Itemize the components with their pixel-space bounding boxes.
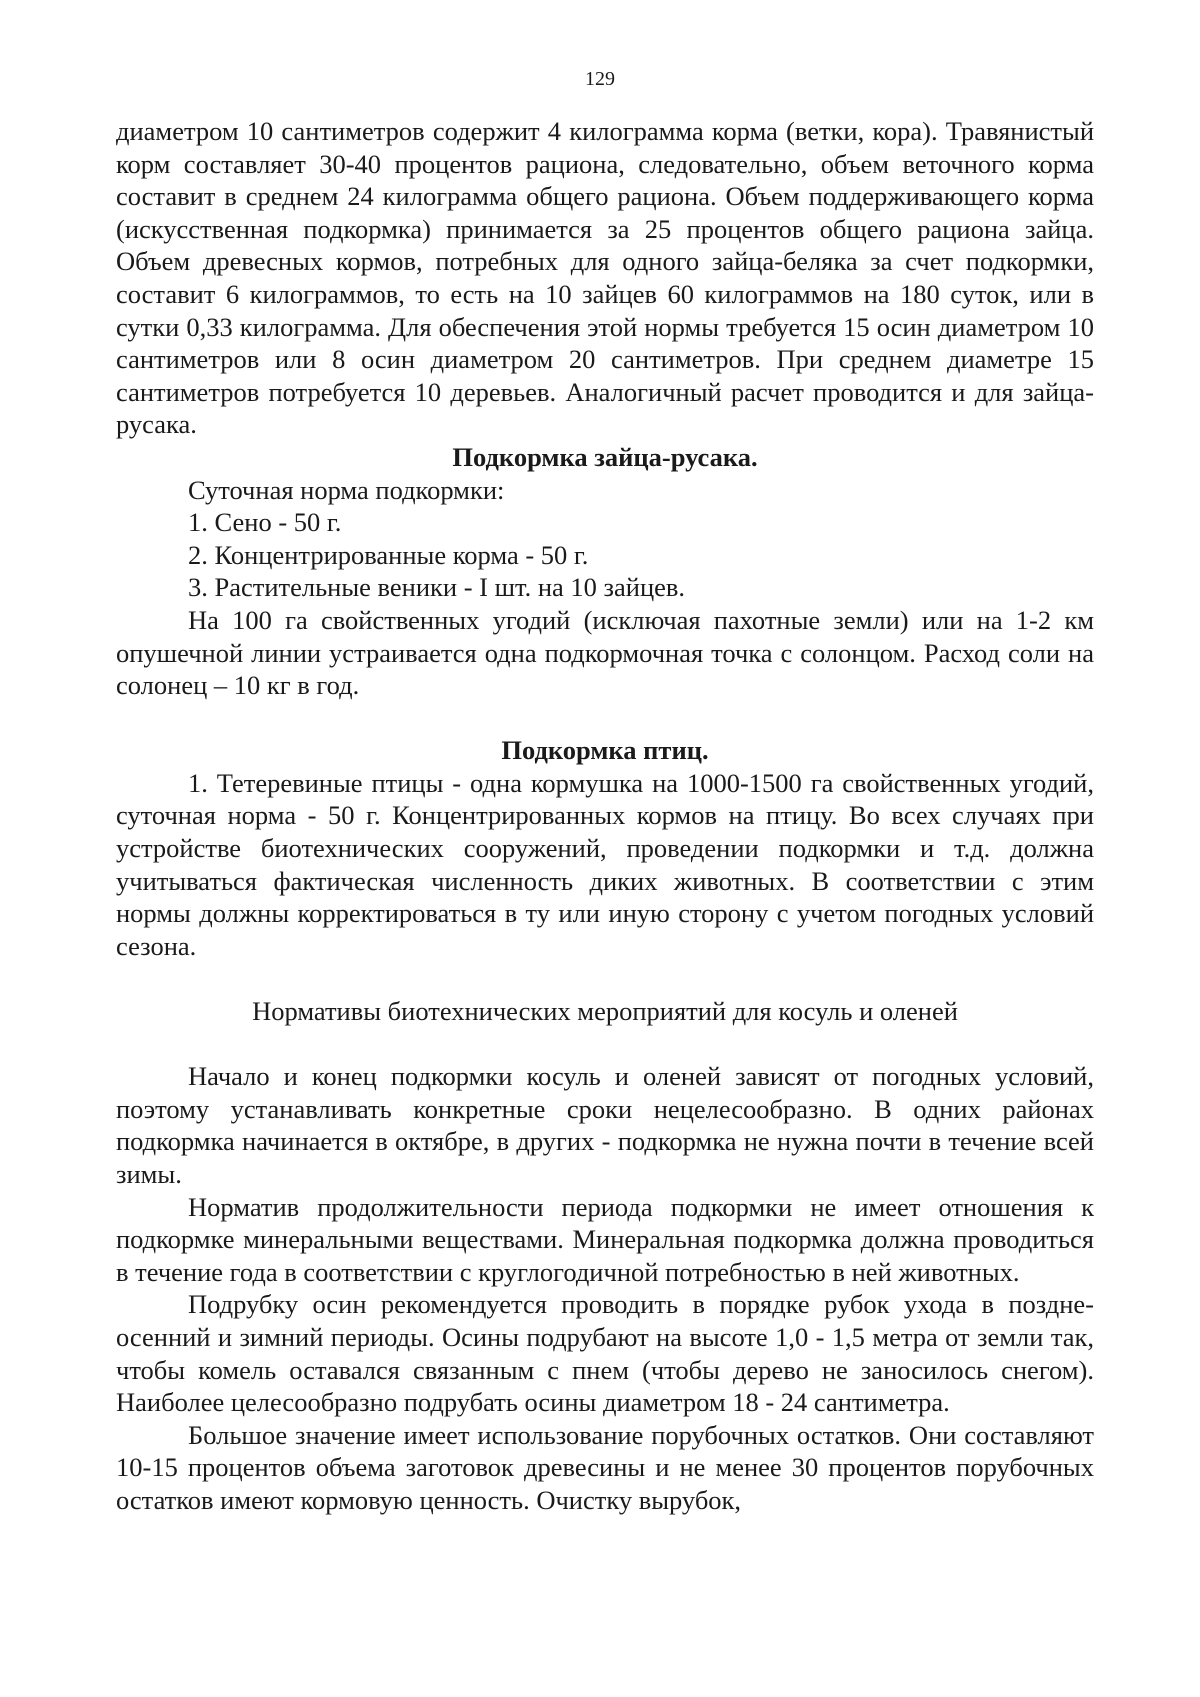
heading-deer-norms: Нормативы биотехнических мероприятий для косуль и оленей <box>252 996 958 1027</box>
paragraph-hare-feed-volume: диаметром 10 сантиметров содержит 4 килограмма корма (ветки, кора). Травянистый корм составляет 30-40 процентов рациона, следовательно, объем веточного корма составит в среднем 24 килограмма общего рациона. Объем поддерживающего корма (искусственная подкормка) принимается за 25 процентов общего рациона зайца. Объем древесных кормов, потребных для одного зайца-беляка за счет подкормки, составит 6 килограммов, то есть на 10 зайцев 60 килограммов на 180 суток, или в сутки 0,33 килограмма. Для обеспечения этой нормы требуется 15 осин диаметром 10 сантиметров или 8 осин диаметром 20 сантиметров. При среднем диаметре 15 сантиметров потребуется 10 деревьев. Аналогичный расчет проводится и для зайца-русака. <box>116 116 1094 440</box>
norm-item-concentrates: 2. Концентрированные корма - 50 г. <box>188 539 589 570</box>
spacer <box>116 702 1094 735</box>
heading-bird-feeding: Подкормка птиц. <box>501 735 709 766</box>
norm-item-brooms: 3. Растительные веники - I шт. на 10 зайцев. <box>188 572 686 603</box>
paragraph-salt-lick: На 100 га свойственных угодий (исключая пахотные земли) или на 1-2 км опушечной линии устраивается одна подкормочная точка с солонцом. Расход соли на солонец – 10 кг в год. <box>116 604 1094 701</box>
paragraph-mineral-feeding: Норматив продолжительности периода подкормки не имеет отношения к подкормке минеральными веществами. Минеральная подкормка должна проводиться в течение года в соответствии с круглогодичной потребностью в ней животных. <box>116 1191 1094 1287</box>
paragraph-logging-residues: Большое значение имеет использование порубочных остатков. Они составляют 10-15 процентов объема заготовок древесины и не менее 30 процентов порубочных остатков имеют кормовую ценность. Очистку вырубок, <box>116 1419 1094 1515</box>
spacer <box>116 1028 1094 1061</box>
daily-norm-intro: Суточная норма подкормки: <box>188 474 505 505</box>
paragraph-grouse: 1. Тетеревиные птицы - одна кормушка на 1000-1500 га свойственных угодий, суточная норма - 50 г. Концентрированных кормов на птицу. Во всех случаях при устройстве биотехнических сооружений, проведении подкормки и т.д. должна учитываться фактическая численность диких животных. В соответствии с этим нормы должны корректироваться в ту или иную сторону с учетом погодных условий сезона. <box>116 767 1094 961</box>
paragraph-aspen-felling: Подрубку осин рекомендуется проводить в порядке рубок ухода в поздне-осенний и зимний периоды. Осины подрубают на высоте 1,0 - 1,5 метра от земли так, чтобы комель оставался связанным с пнем (чтобы дерево не заносилось снегом). Наиболее целесообразно подрубать осины диаметром 18 - 24 сантиметра. <box>116 1289 1094 1418</box>
page-body <box>116 115 1094 1517</box>
spacer <box>116 962 1094 995</box>
paragraph-deer-feeding-period: Начало и конец подкормки косуль и оленей зависят от погодных условий, поэтому устанавливать конкретные сроки нецелесообразно. В одних районах подкормка начинается в октябре, в других - подкормка не нужна почти в течение всей зимы. <box>116 1061 1094 1189</box>
heading-hare-feeding: Подкормка зайца-русака. <box>452 441 758 472</box>
norm-item-hay: 1. Сено - 50 г. <box>188 507 342 538</box>
page-number: 129 <box>585 68 615 90</box>
